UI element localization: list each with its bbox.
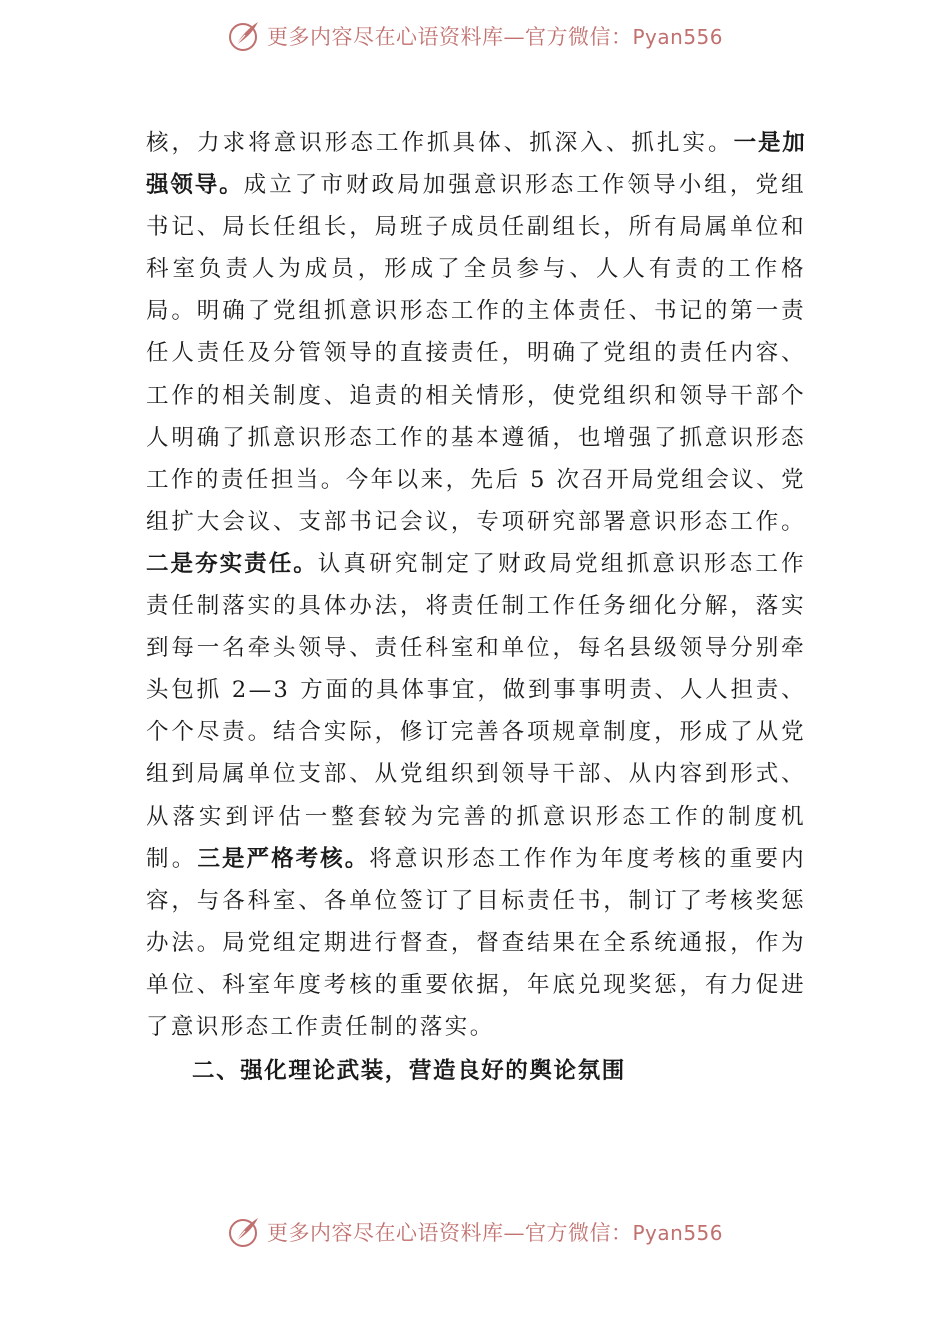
document-body <box>146 122 806 1094</box>
watermark-wechat-id: Pyan556 <box>632 25 723 49</box>
quill-circle-logo-icon <box>227 1215 261 1249</box>
watermark-footer <box>0 1212 950 1252</box>
watermark-text: 更多内容尽在心语资料库—官方微信：Pyan556 <box>266 25 723 49</box>
point2-text: 认真研究制定了财政局党组抓意识形态工作责任制落实的具体办法，将责任制工作任务细化分解，落实到每一名牵头领导、责任科室和单位，每名县级领导分别牵头包抓 2—3 方面的具体事宜，做到事事明责、人人担责、个个尽责。结合实际，修订完善各项规章制度，形成了从党组到局属单位支部、从党组织到领导干部、从内容到形式、从落实到评估一整套较为完善的抓意识形态工作的制度机制。 <box>146 550 806 872</box>
watermark-wechat-id: Pyan556 <box>632 1221 723 1245</box>
watermark-text: 更多内容尽在心语资料库—官方微信：Pyan556 <box>266 1221 723 1245</box>
point2-title: 二是夯实责任。 <box>146 550 318 577</box>
paragraph-intro: 核，力求将意识形态工作抓具体、抓深入、抓扎实。 <box>146 130 734 156</box>
quill-circle-logo-icon <box>227 19 261 53</box>
point3-text: 将意识形态工作作为年度考核的重要内容，与各科室、各单位签订了目标责任书，制订了考核奖惩办法。局党组定期进行督查，督查结果在全系统通报，作为单位、科室年度考核的重要依据，年底兑现奖惩，有力促进了意识形态工作责任制的落实。 <box>146 845 806 1040</box>
section-heading: 二、强化理论武装，营造良好的舆论氛围 <box>192 1058 626 1085</box>
point1-text: 成立了市财政局加强意识形态工作领导小组，党组书记、局长任组长，局班子成员任副组长，所有局属单位和科室负责人为成员，形成了全员参与、人人有责的工作格局。明确了党组抓意识形态工作的主体责任、书记的第一责任人责任及分管领导的直接责任，明确了党组的责任内容、工作的相关制度、追责的相关情形，使党组织和领导干部个人明确了抓意识形态工作的基本遵循，也增强了抓意识形态工作的责任担当。今年以来，先后 5 次召开局党组会议、党组扩大会议、支部书记会议，专项研究部署意识形态工作。 <box>146 172 806 535</box>
point1-title: 一是加强领导。 <box>146 130 806 199</box>
point3-title: 三是严格考核。 <box>197 845 370 872</box>
body-paragraph <box>146 122 806 1048</box>
watermark-header <box>0 16 950 56</box>
